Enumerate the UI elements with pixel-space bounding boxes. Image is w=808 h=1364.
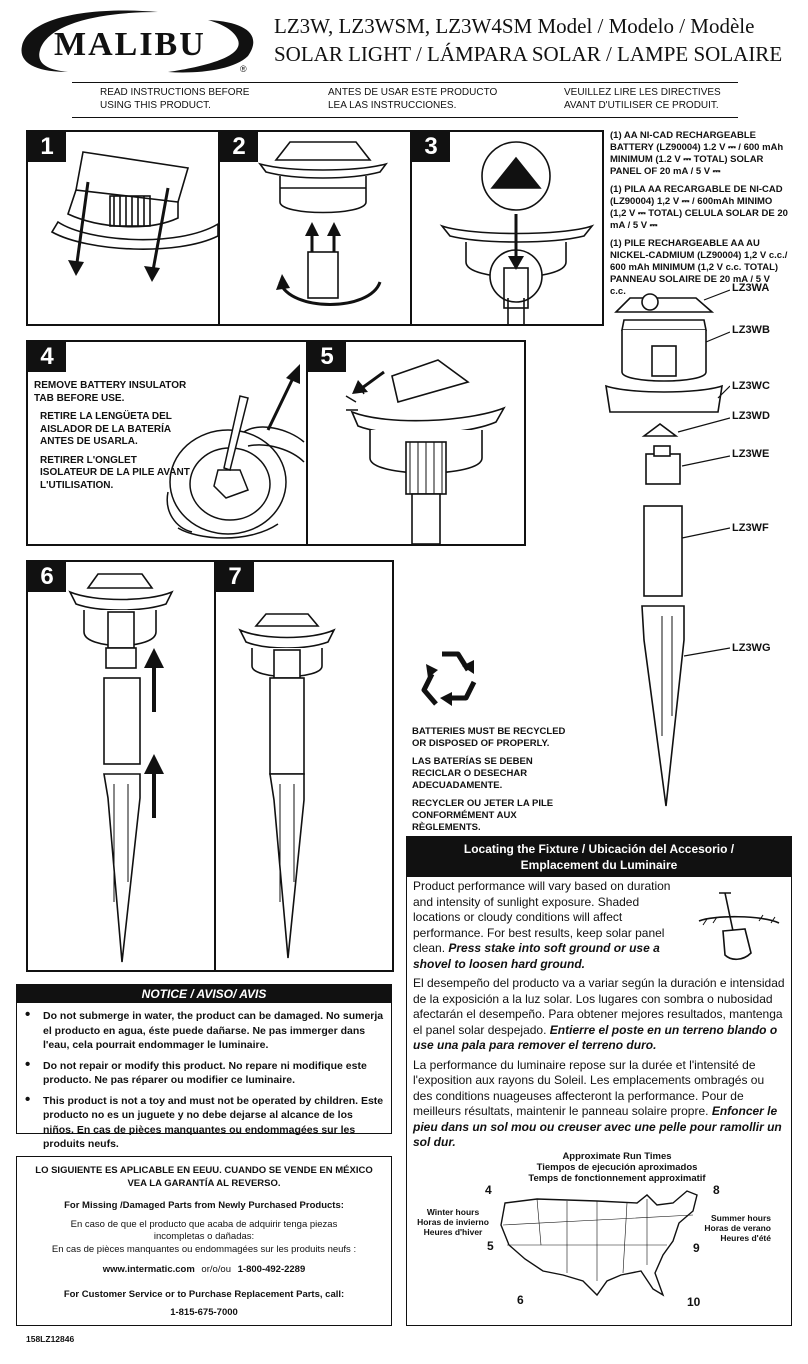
parts-exploded-diagram — [600, 276, 730, 816]
locating-text-fr: La performance du luminaire repose sur la durée et l'intensité de l'exposition aux rayons du Soleil. Les emplacements ombragés ou des conditions nuageuses affecteront la performance. Pour de meilleurs résultats, maintenir le panneau solaire propre. Enfoncer le pieu dans un sol mou ou creuser avec une pelle pour ramollir un sol dur. — [413, 1057, 782, 1149]
run-times-winter-north: 4 — [485, 1183, 492, 1197]
step-number: 3 — [412, 132, 450, 162]
or-text: or/o/ou — [201, 1264, 231, 1275]
step-number: 5 — [308, 342, 346, 372]
notice-box — [16, 984, 392, 1150]
step-7-panel — [214, 560, 394, 972]
step-4-text-fr: RETIRER L'ONGLET ISOLATEUR DE LA PILE AVANT L'UTILISATION. — [40, 454, 190, 491]
step-4-text-en: REMOVE BATTERY INSULATOR TAB BEFORE USE. — [34, 380, 187, 404]
recycle-text-en: BATTERIES MUST BE RECYCLED OR DISPOSED OF PROPERLY. — [412, 726, 566, 749]
run-times-south-west: 6 — [517, 1293, 524, 1307]
locating-text-es: El desempeño del producto va a variar según la duración e intensidad de la exposición a la luz solar. Los lugares con sombra o nubosidad afectarán el desempeño. Para obtener mejores resultados, mantenga el panel solar despejado. Entierre el poste en un terreno blando o use una pala para remover el terreno duro. — [413, 976, 785, 1052]
part-label: LZ3WE — [732, 448, 770, 460]
notice-item: • This product is not a toy and must not be operated by children. Este producto no es un juguete y no debe dejarse al alcance de los niños. En cas de pièces manquantes ou endommagées sur les produits neufs. — [17, 1094, 385, 1152]
step-number: 6 — [28, 562, 66, 592]
step-number: 2 — [220, 132, 258, 162]
run-times-title: Approximate Run Times Tiempos de ejecución aproximados Temps de fonctionnement approximatif — [528, 1151, 706, 1184]
battery-info — [610, 130, 788, 298]
step-6-illustration — [28, 562, 214, 970]
run-times-summer-north: 8 — [713, 1183, 720, 1197]
notice-item: • Do not repair or modify this product. No repare ni modifique este producto. Ne pas réparer ou modifier ce luminaire. — [17, 1059, 385, 1088]
missing-parts-title: For Missing /Damaged Parts from Newly Purchased Products: — [64, 1200, 344, 1211]
step-3-panel — [410, 130, 604, 326]
step-number: 1 — [28, 132, 66, 162]
part-label: LZ3WB — [732, 324, 770, 336]
step-number: 4 — [28, 342, 66, 372]
locating-fixture-section — [406, 836, 792, 1326]
document-number: 158LZ12846 — [26, 1334, 75, 1344]
recycle-icon — [416, 648, 484, 712]
recycle-text-fr: RECYCLER OU JETER LA PILE CONFORMÉMENT AUX RÈGLEMENTS. — [412, 798, 554, 833]
part-label: LZ3WF — [732, 522, 769, 534]
read-instructions-es: ANTES DE USAR ESTE PRODUCTO LEA LAS INSTRUCCIONES. — [328, 87, 498, 111]
step-5-panel — [306, 340, 526, 546]
run-times-winter-south: 5 — [487, 1239, 494, 1253]
locating-header: Locating the Fixture / Ubicación del Accesorio / Emplacement du Luminaire — [407, 837, 791, 877]
contact-line — [17, 1264, 391, 1277]
recycle-text — [412, 726, 582, 834]
step-4-text-es: RETIRE LA LENGÜETA DEL AISLADOR DE LA BATERÍA ANTES DE USARLA. — [40, 411, 172, 447]
website-link[interactable]: www.intermatic.com — [102, 1264, 195, 1275]
step-5-illustration — [308, 342, 524, 544]
step-6-panel — [26, 560, 216, 972]
shovel-icon — [693, 891, 783, 965]
battery-info-fr: (1) PILE RECHARGEABLE AA AU NICKEL-CADMIUM (LZ90004) 1,2 V c.c./ 600 mAh MINIMUM (1,2 V c.c. TOTAL) PANNEAU SOLAIRE DE 20 mA / 5 V c.c. — [610, 238, 788, 297]
step-3-illustration — [412, 132, 602, 324]
read-instructions-fr: VEUILLEZ LIRE LES DIRECTIVES AVANT D'UTILISER CE PRODUIT. — [564, 87, 721, 111]
customer-service-line: For Customer Service or to Purchase Replacement Parts, call: — [63, 1288, 345, 1300]
winter-hours-label: Winter hours Horas de invierno Heures d'hiver — [417, 1207, 489, 1237]
logo-text: MALIBU — [54, 26, 206, 63]
part-label: LZ3WA — [732, 282, 770, 294]
warranty-line2: VEA LA GARANTÍA AL REVERSO. — [127, 1177, 281, 1189]
service-box — [16, 1156, 392, 1326]
part-label: LZ3WD — [732, 410, 770, 422]
step-4-panel — [26, 340, 308, 546]
battery-info-es: (1) PILA AA RECARGABLE DE NI-CAD (LZ90004) 1,2 V ⎓ / 600mAh MINIMO (1,2 V ⎓ TOTAL) CELULA SOLAR DE 20 mA / 5 V ⎓ — [610, 184, 788, 231]
read-instructions-box — [72, 82, 738, 118]
page-title-line1: LZ3W, LZ3WSM, LZ3W4SM Model / Modelo / Modèle — [274, 14, 755, 38]
part-label: LZ3WC — [732, 380, 770, 392]
notice-title: NOTICE / AVISO/ AVIS — [17, 985, 391, 1003]
run-times-summer-south: 9 — [693, 1241, 700, 1255]
battery-info-en: (1) AA NI-CAD RECHARGEABLE BATTERY (LZ90004) 1.2 V ⎓ / 600 mAh MINIMUM (1.2 V ⎓ TOTAL) SOLAR PANEL OF 20 mA / 5 V ⎓ — [610, 130, 784, 177]
phone-number-1[interactable]: 1-800-492-2289 — [237, 1264, 306, 1275]
warranty-line1: LO SIGUIENTE ES APLICABLE EN EEUU. CUANDO SE VENDE EN MÉXICO — [35, 1165, 373, 1176]
step-4-illustration — [158, 352, 306, 544]
brand-logo — [8, 6, 270, 76]
notice-item: • Do not submerge in water, the product can be damaged. No sumerja el producto en agua, éste puede dañarse. Ne pas immerger dans l'eau, cela pourrait endommager le luminaire. — [17, 1009, 385, 1053]
page-title-line2: SOLAR LIGHT / LÁMPARA SOLAR / LAMPE SOLAIRE — [274, 42, 783, 66]
step-7-illustration — [216, 562, 392, 970]
step-2-panel — [218, 130, 412, 326]
summer-hours-label: Summer hours Horas de verano Heures d'été — [704, 1213, 771, 1243]
step-2-illustration — [220, 132, 410, 324]
registered-mark: ® — [240, 64, 247, 74]
run-times-south-east: 10 — [687, 1295, 701, 1309]
step-1-illustration — [28, 132, 218, 324]
locating-text-en: Product performance will vary based on duration and intensity of sunlight exposure. Shaded locations or cloudy conditions will affect performance. For best results, keep solar panel clean. Press stake into soft ground or use a shovel to loosen hard ground. — [413, 879, 671, 971]
phone-number-2[interactable]: 1-815-675-7000 — [170, 1307, 238, 1318]
read-instructions-en: READ INSTRUCTIONS BEFORE USING THIS PRODUCT. — [100, 87, 250, 111]
missing-parts-es: En caso de que el producto que acaba de adquirir tenga piezas incompletas o dañadas: — [70, 1218, 338, 1242]
step-1-panel — [26, 130, 220, 326]
part-label: LZ3WG — [732, 642, 771, 654]
us-map-icon — [497, 1185, 707, 1315]
step-number: 7 — [216, 562, 254, 592]
recycle-text-es: LAS BATERÍAS SE DEBEN RECICLAR O DESECHAR ADECUADAMENTE. — [412, 756, 533, 791]
missing-parts-fr: En cas de pièces manquantes ou endommagées sur les produits neufs : — [51, 1243, 357, 1255]
